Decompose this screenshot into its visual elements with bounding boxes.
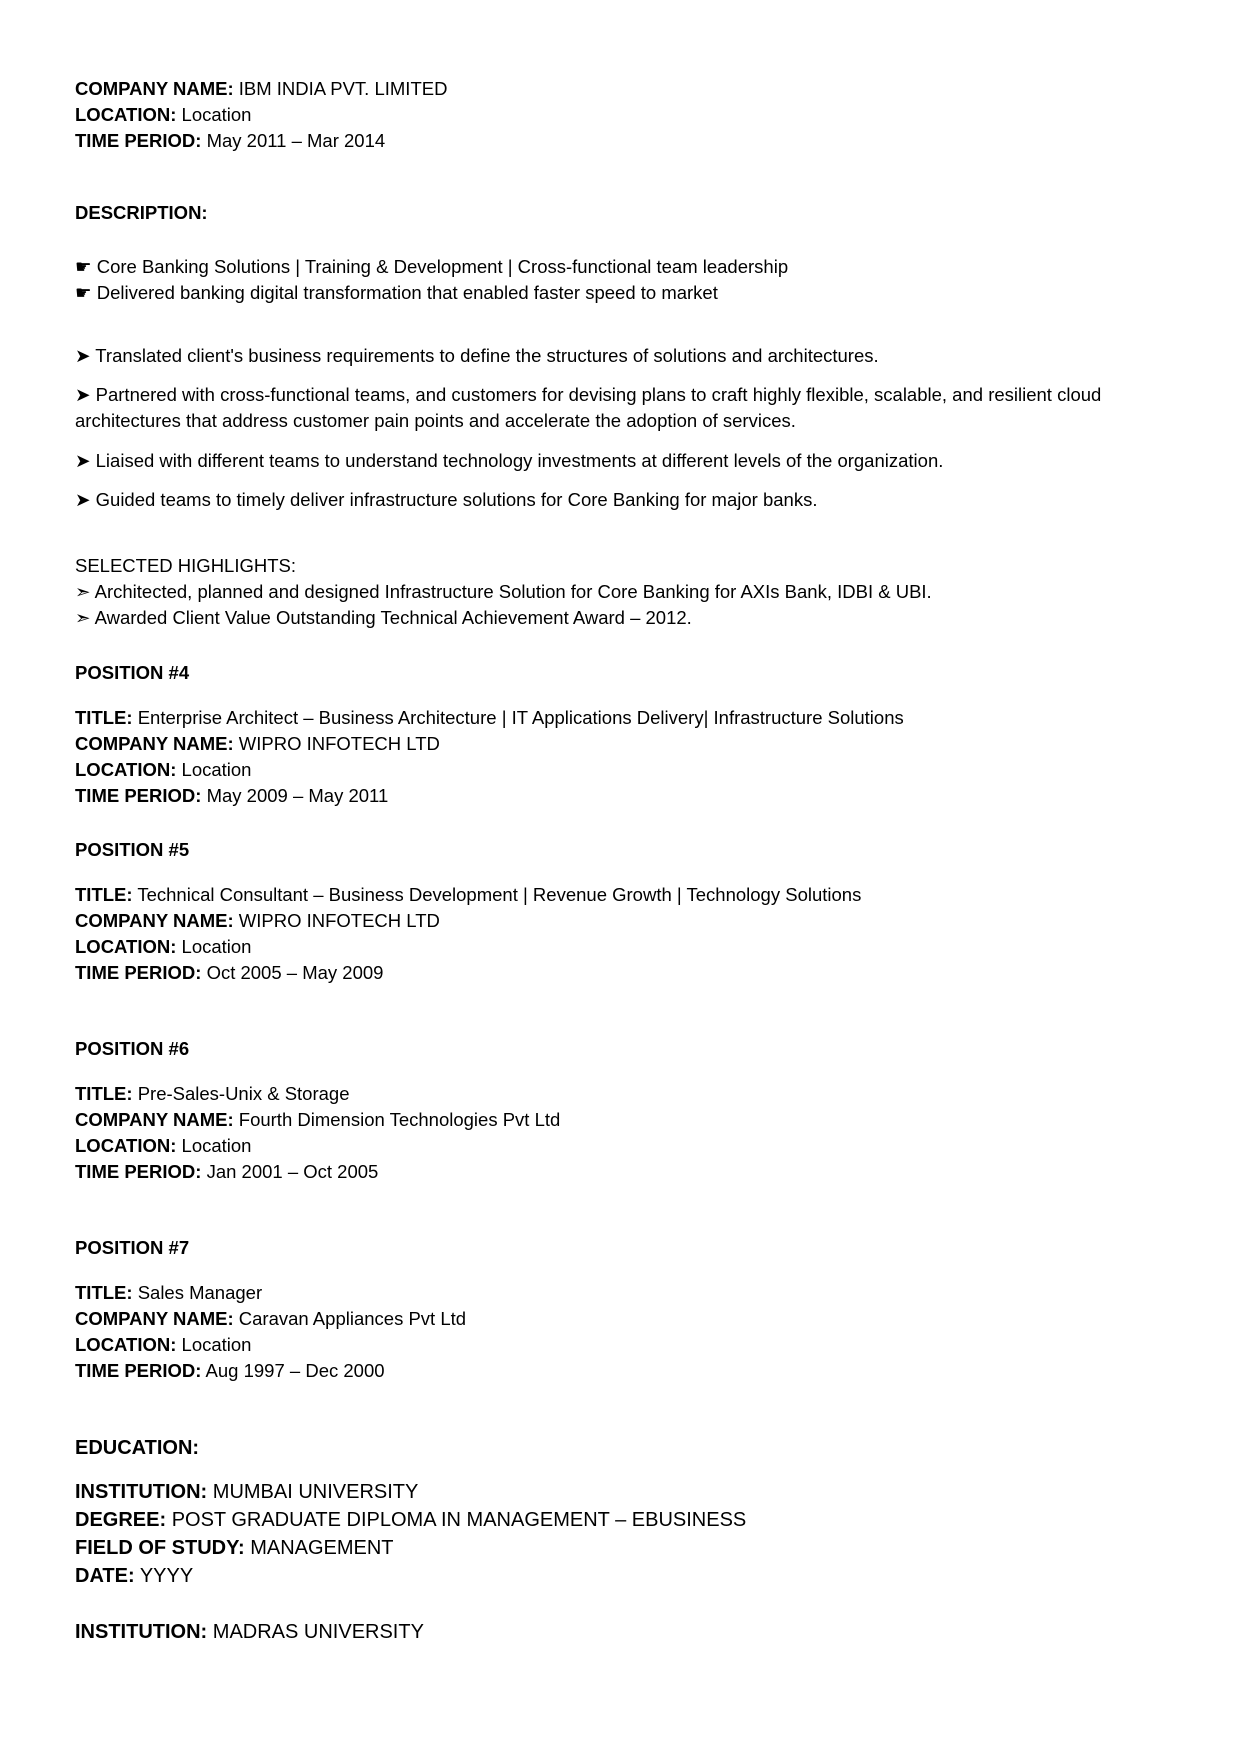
highlight-item: ➣ Architected, planned and designed Infrastructure Solution for Core Banking for AXIs Bank, IDBI & UBI. <box>75 581 932 602</box>
job3-location-line <box>75 102 1175 128</box>
title-line <box>75 882 1175 908</box>
field-label: FIELD OF STUDY: <box>75 1537 245 1559</box>
position-details <box>75 1280 1175 1384</box>
period-value: Jan 2001 – Oct 2005 <box>206 1161 379 1182</box>
company-value: WIPRO INFOTECH LTD <box>238 733 440 754</box>
location-line <box>75 1332 1175 1358</box>
period-label: TIME PERIOD: <box>75 962 202 983</box>
company-value: IBM INDIA PVT. LIMITED <box>238 78 448 99</box>
company-label: COMPANY NAME: <box>75 733 234 754</box>
title-value: Pre-Sales-Unix & Storage <box>137 1083 350 1104</box>
period-value: May 2009 – May 2011 <box>206 785 389 806</box>
period-value: Oct 2005 – May 2009 <box>206 962 384 983</box>
job3-period-line <box>75 128 1175 154</box>
location-label: LOCATION: <box>75 1334 177 1355</box>
company-line <box>75 1306 1175 1332</box>
title-value: Technical Consultant – Business Development | Revenue Growth | Technology Solutions <box>137 884 862 905</box>
period-label: TIME PERIOD: <box>75 1360 202 1381</box>
education-heading-text: EDUCATION: <box>75 1437 200 1459</box>
company-value: Fourth Dimension Technologies Pvt Ltd <box>238 1109 561 1130</box>
education-entry <box>75 1478 1175 1590</box>
highlights-heading: SELECTED HIGHLIGHTS: <box>75 555 297 576</box>
position-heading <box>75 1036 1175 1062</box>
period-value: May 2011 – Mar 2014 <box>206 130 386 151</box>
location-line <box>75 1133 1175 1159</box>
responsibility-item <box>75 448 1175 474</box>
company-label: COMPANY NAME: <box>75 1109 234 1130</box>
education-heading <box>75 1434 1175 1462</box>
field-line <box>75 1534 1175 1562</box>
company-label: COMPANY NAME: <box>75 1308 234 1329</box>
title-line <box>75 1081 1175 1107</box>
title-line <box>75 705 1175 731</box>
period-label: TIME PERIOD: <box>75 785 202 806</box>
responsibility-item <box>75 382 1165 434</box>
position-heading-text: POSITION #7 <box>75 1237 190 1258</box>
education-entry <box>75 1618 1175 1646</box>
responsibility-text: ➤ Partnered with cross-functional teams, and customers for devising plans to craft highly flexible, scalable, and resilient cloud architectures that address customer pain points and accelerate the adoption of services. <box>75 384 1102 431</box>
location-label: LOCATION: <box>75 936 177 957</box>
location-value: Location <box>181 1334 252 1355</box>
company-line <box>75 731 1175 757</box>
institution-label: INSTITUTION: <box>75 1481 208 1503</box>
responsibility-item <box>75 343 1175 369</box>
position-heading-text: POSITION #6 <box>75 1038 190 1059</box>
responsibility-text: ➤ Translated client's business requirements to define the structures of solutions and architectures. <box>75 345 879 366</box>
highlight-item: ➣ Awarded Client Value Outstanding Technical Achievement Award – 2012. <box>75 607 692 628</box>
company-line <box>75 908 1175 934</box>
location-value: Location <box>181 1135 252 1156</box>
period-label: TIME PERIOD: <box>75 1161 202 1182</box>
field-value: MANAGEMENT <box>250 1537 394 1559</box>
period-label: TIME PERIOD: <box>75 130 202 151</box>
title-label: TITLE: <box>75 1083 133 1104</box>
company-value: WIPRO INFOTECH LTD <box>238 910 440 931</box>
institution-line <box>75 1618 1175 1646</box>
company-label: COMPANY NAME: <box>75 910 234 931</box>
location-value: Location <box>181 759 252 780</box>
institution-value: MADRAS UNIVERSITY <box>212 1621 424 1643</box>
location-value: Location <box>181 936 252 957</box>
summary-item: ☛ Delivered banking digital transformation that enabled faster speed to market <box>75 282 718 303</box>
position-heading-text: POSITION #5 <box>75 839 190 860</box>
position-heading <box>75 837 1175 863</box>
location-value: Location <box>181 104 252 125</box>
date-value: YYYY <box>139 1565 194 1587</box>
period-line <box>75 783 1175 809</box>
institution-label: INSTITUTION: <box>75 1621 208 1643</box>
responsibility-item <box>75 487 1175 513</box>
title-value: Sales Manager <box>137 1282 263 1303</box>
degree-value: POST GRADUATE DIPLOMA IN MANAGEMENT – EBUSINESS <box>171 1509 747 1531</box>
institution-line <box>75 1478 1175 1506</box>
date-label: DATE: <box>75 1565 135 1587</box>
period-line <box>75 1159 1175 1185</box>
title-label: TITLE: <box>75 707 133 728</box>
position-heading <box>75 1235 1175 1261</box>
location-label: LOCATION: <box>75 104 177 125</box>
date-line <box>75 1562 1175 1590</box>
highlights-section <box>75 553 1175 631</box>
period-value: Aug 1997 – Dec 2000 <box>205 1360 385 1381</box>
summary-list <box>75 254 1175 306</box>
responsibility-text: ➤ Liaised with different teams to understand technology investments at different levels of the organization. <box>75 450 944 471</box>
company-line <box>75 1107 1175 1133</box>
title-value: Enterprise Architect – Business Architecture | IT Applications Delivery| Infrastructure Solutions <box>137 707 904 728</box>
period-line <box>75 1358 1175 1384</box>
company-value: Caravan Appliances Pvt Ltd <box>238 1308 467 1329</box>
period-line <box>75 960 1175 986</box>
title-label: TITLE: <box>75 884 133 905</box>
location-label: LOCATION: <box>75 759 177 780</box>
location-line <box>75 757 1175 783</box>
degree-label: DEGREE: <box>75 1509 167 1531</box>
description-section <box>75 200 1175 226</box>
position-heading-text: POSITION #4 <box>75 662 190 683</box>
position-details <box>75 882 1175 986</box>
position-details <box>75 705 1175 809</box>
title-line <box>75 1280 1175 1306</box>
title-label: TITLE: <box>75 1282 133 1303</box>
responsibility-text: ➤ Guided teams to timely deliver infrastructure solutions for Core Banking for major banks. <box>75 489 818 510</box>
institution-value: MUMBAI UNIVERSITY <box>212 1481 419 1503</box>
job3-company-line <box>75 76 1175 102</box>
job3-header <box>75 76 1175 154</box>
summary-item: ☛ Core Banking Solutions | Training & Development | Cross-functional team leadership <box>75 256 789 277</box>
position-heading <box>75 660 1175 686</box>
description-heading: DESCRIPTION: <box>75 202 208 223</box>
position-details <box>75 1081 1175 1185</box>
company-label: COMPANY NAME: <box>75 78 234 99</box>
location-line <box>75 934 1175 960</box>
degree-line <box>75 1506 1175 1534</box>
location-label: LOCATION: <box>75 1135 177 1156</box>
